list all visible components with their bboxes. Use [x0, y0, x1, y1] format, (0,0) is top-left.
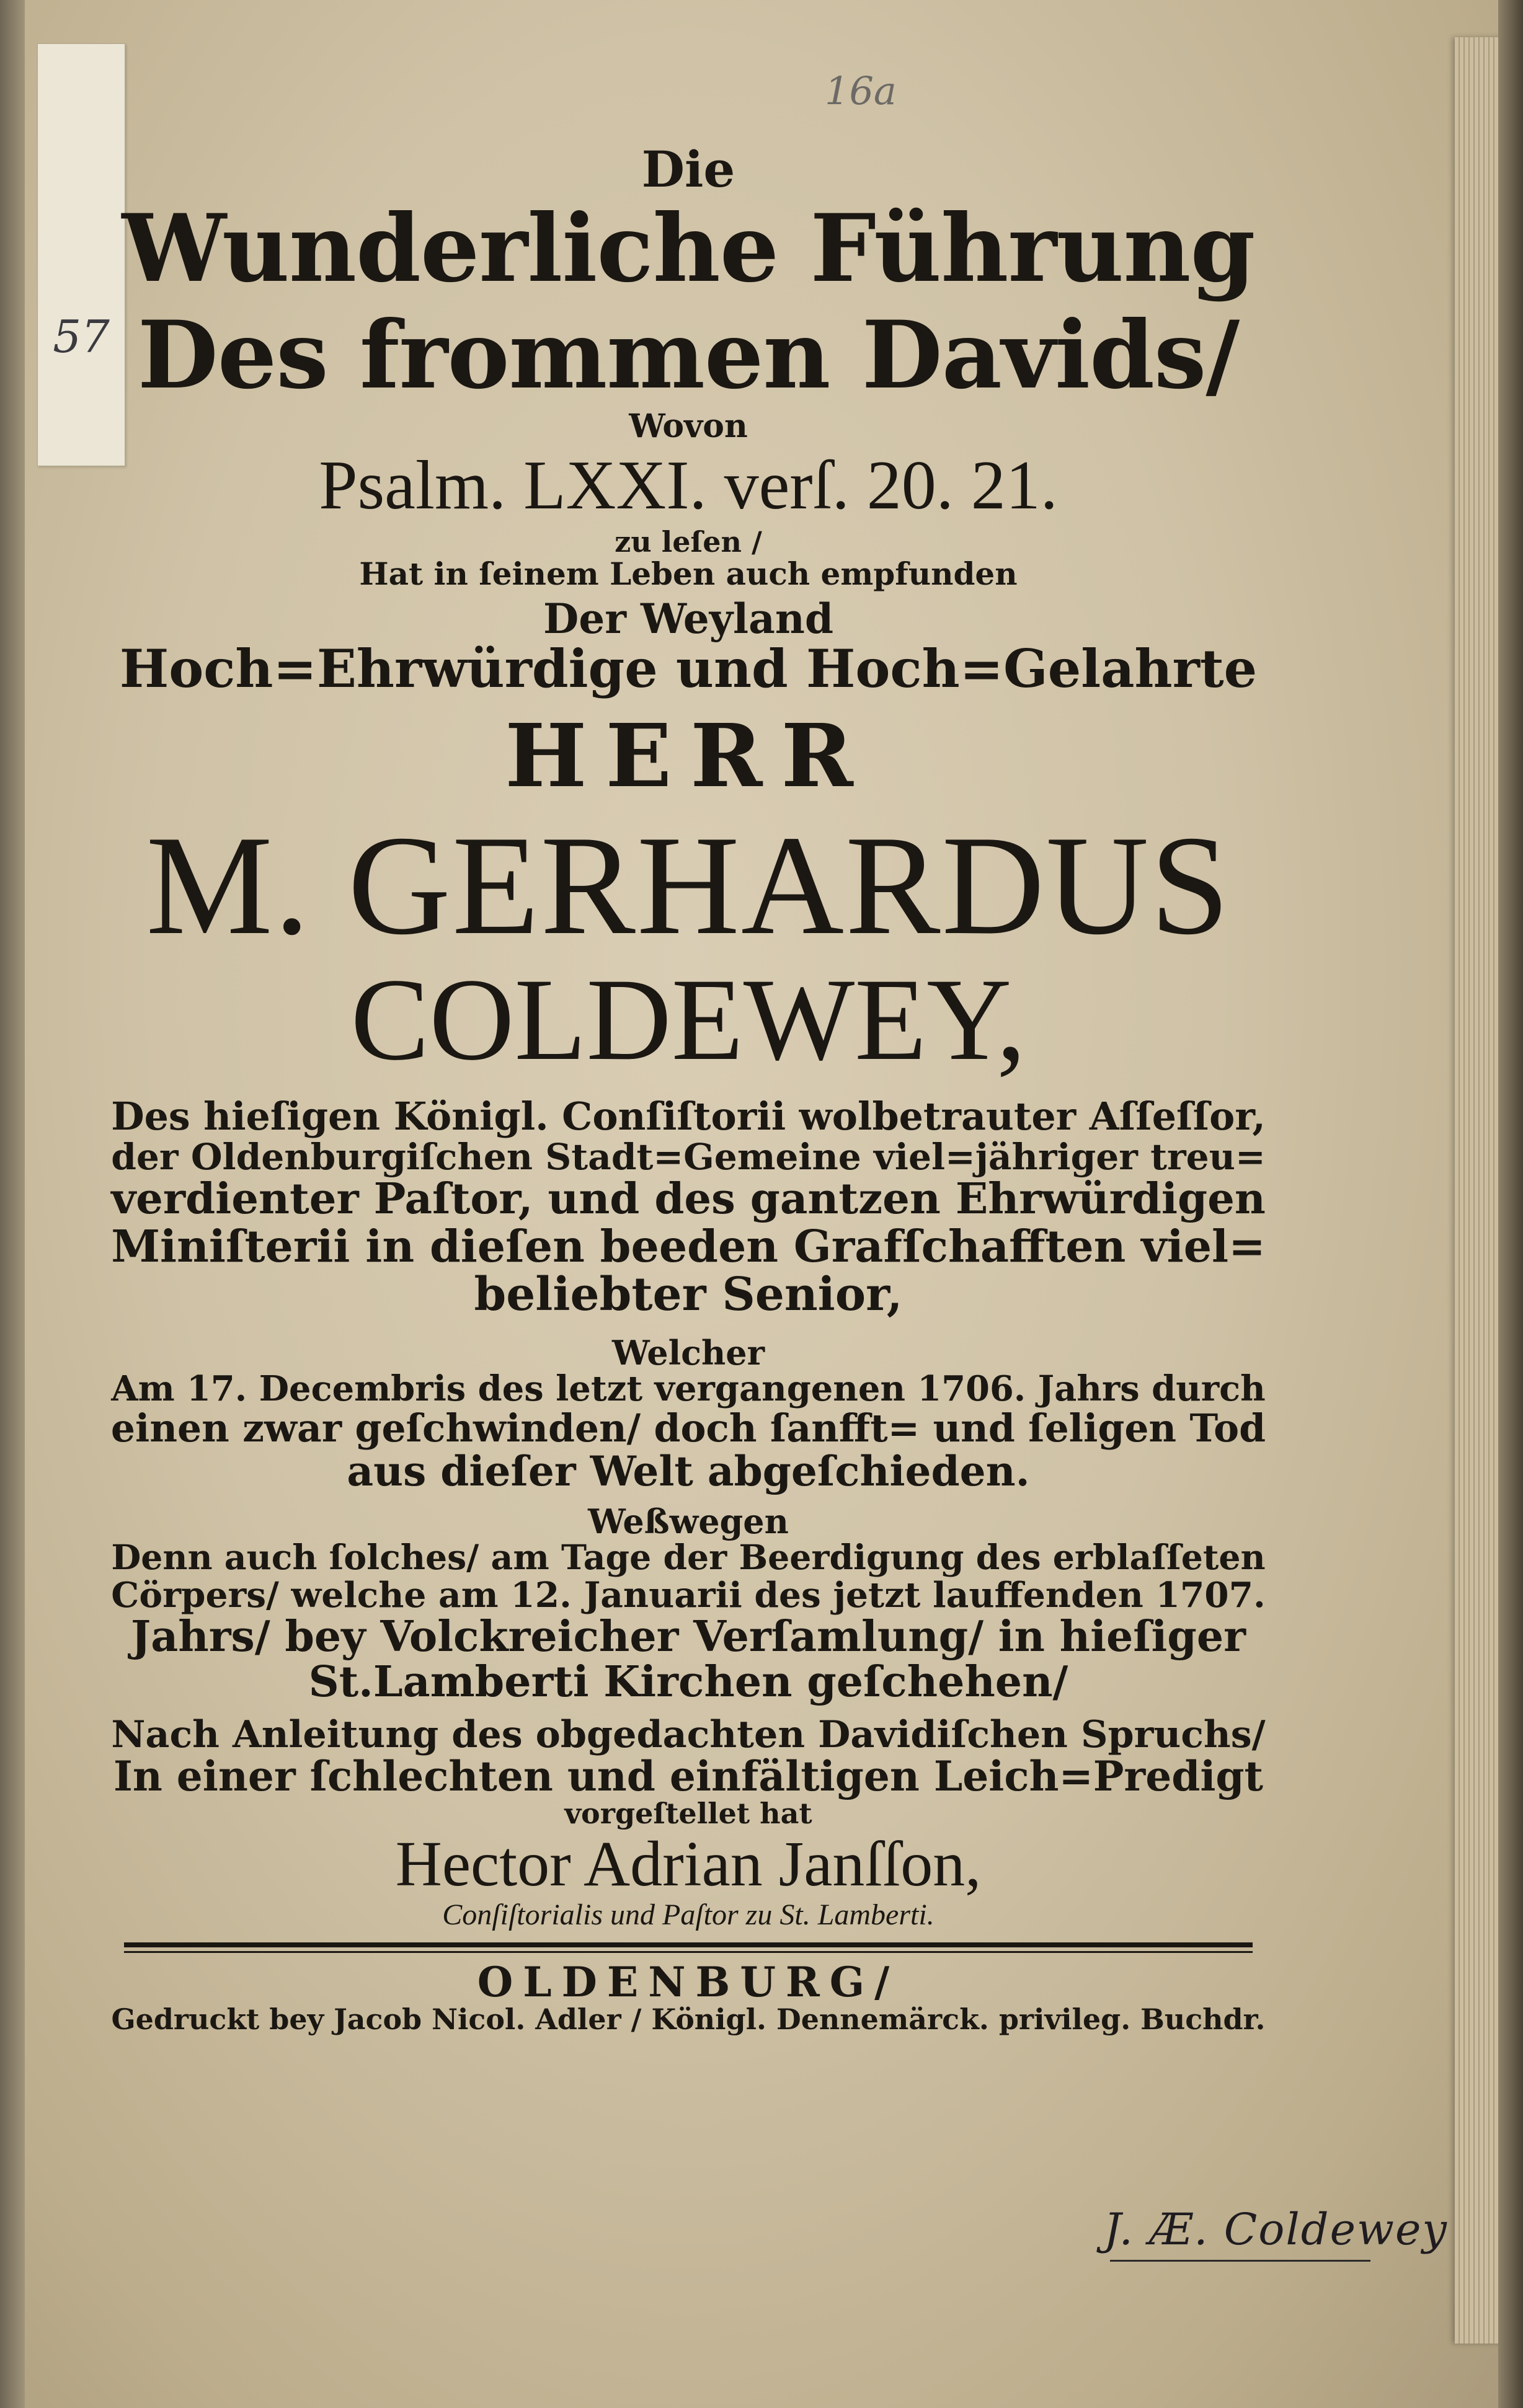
author-name: Hector Adrian Janſſon, — [395, 1828, 982, 1900]
welcher-line: Welcher — [611, 1332, 765, 1373]
book-edge-shadow — [1498, 0, 1523, 2408]
page-gutter — [0, 0, 25, 2408]
imprint-city: OLDENBURG/ — [477, 1957, 900, 2006]
hat-line: Hat in ſeinem Leben auch empfunden — [359, 556, 1018, 593]
tab-number: 57 — [53, 311, 110, 363]
herr-line: HERR — [505, 706, 872, 808]
zu-lesen-line: zu leſen / — [615, 525, 762, 559]
signature-underline — [1110, 2260, 1370, 2262]
funeral-line: Cörpers/ welche am 12. Januarii des jetzt lauffenden 1707. — [111, 1574, 1266, 1616]
funeral-line: Denn auch ſolches/ am Tage der Beerdigung des erblaſſeten — [111, 1538, 1266, 1578]
sermon-line: Nach Anleitung des obgedachten Davidiſchen Spruchs/ — [111, 1712, 1266, 1756]
death-line: Am 17. Decembris des letzt vergangenen 1706. Jahrs durch — [111, 1368, 1266, 1409]
title-die: Die — [641, 140, 735, 198]
imprint-rule-thin — [124, 1951, 1253, 1953]
hoch-line: Hoch=Ehrwürdige und Hoch=Gelahrte — [119, 638, 1258, 700]
description-line: beliebter Senior, — [474, 1267, 903, 1321]
wovon-line: Wovon — [629, 407, 748, 446]
author-role: Conſiſtorialis und Paſtor zu St. Lamberti. — [442, 1898, 935, 1932]
death-line: einen zwar geſchwinden/ doch ſanfft= und ſeligen Tod — [110, 1406, 1266, 1451]
description-line: der Oldenburgiſchen Stadt=Gemeine viel=jähriger treu= — [111, 1135, 1266, 1178]
funeral-line: Jahrs/ bey Volckreicher Verſamlung/ in hieſiger — [131, 1611, 1246, 1662]
title-line-1: Wunderliche Führung — [122, 194, 1255, 304]
name-line-1: M. GERHARDUS — [146, 806, 1231, 965]
funeral-line: St.Lamberti Kirchen geſchehen/ — [308, 1657, 1068, 1707]
description-line: Miniſterii in dieſen beeden Grafſchafften viel= — [111, 1219, 1266, 1272]
title-page-text — [99, 140, 1277, 2037]
title-line-2: Des frommen Davids/ — [137, 301, 1240, 410]
imprint-rule-thick — [124, 1942, 1253, 1947]
der-weyland-line: Der Weyland — [543, 595, 834, 644]
name-line-2: COLDEWEY, — [350, 954, 1026, 1085]
imprint-printer: Gedruckt bey Jacob Nicol. Adler / Königl. Dennemärck. privileg. Buchdr. — [111, 2003, 1266, 2037]
wesswegen-line: Weßwegen — [588, 1501, 789, 1541]
handwritten-signature: J. Æ. Coldewey — [1104, 2204, 1448, 2255]
pencil-annotation: 16a — [825, 68, 897, 113]
psalm-reference: Psalm. LXXI. verſ. 20. 21. — [319, 446, 1058, 524]
death-line: aus dieſer Welt abgeſchieden. — [347, 1446, 1030, 1495]
sermon-line: In einer ſchlechten und einfältigen Leich=Predigt — [113, 1751, 1264, 1800]
description-line: Des hieſigen Königl. Conſiſtorii wolbetrauter Aſſeſſor, — [111, 1093, 1266, 1139]
description-line: verdienter Paſtor, und des gantzen Ehrwürdigen — [111, 1174, 1266, 1224]
vorgestellet-line: vorgeſtellet hat — [564, 1797, 812, 1831]
